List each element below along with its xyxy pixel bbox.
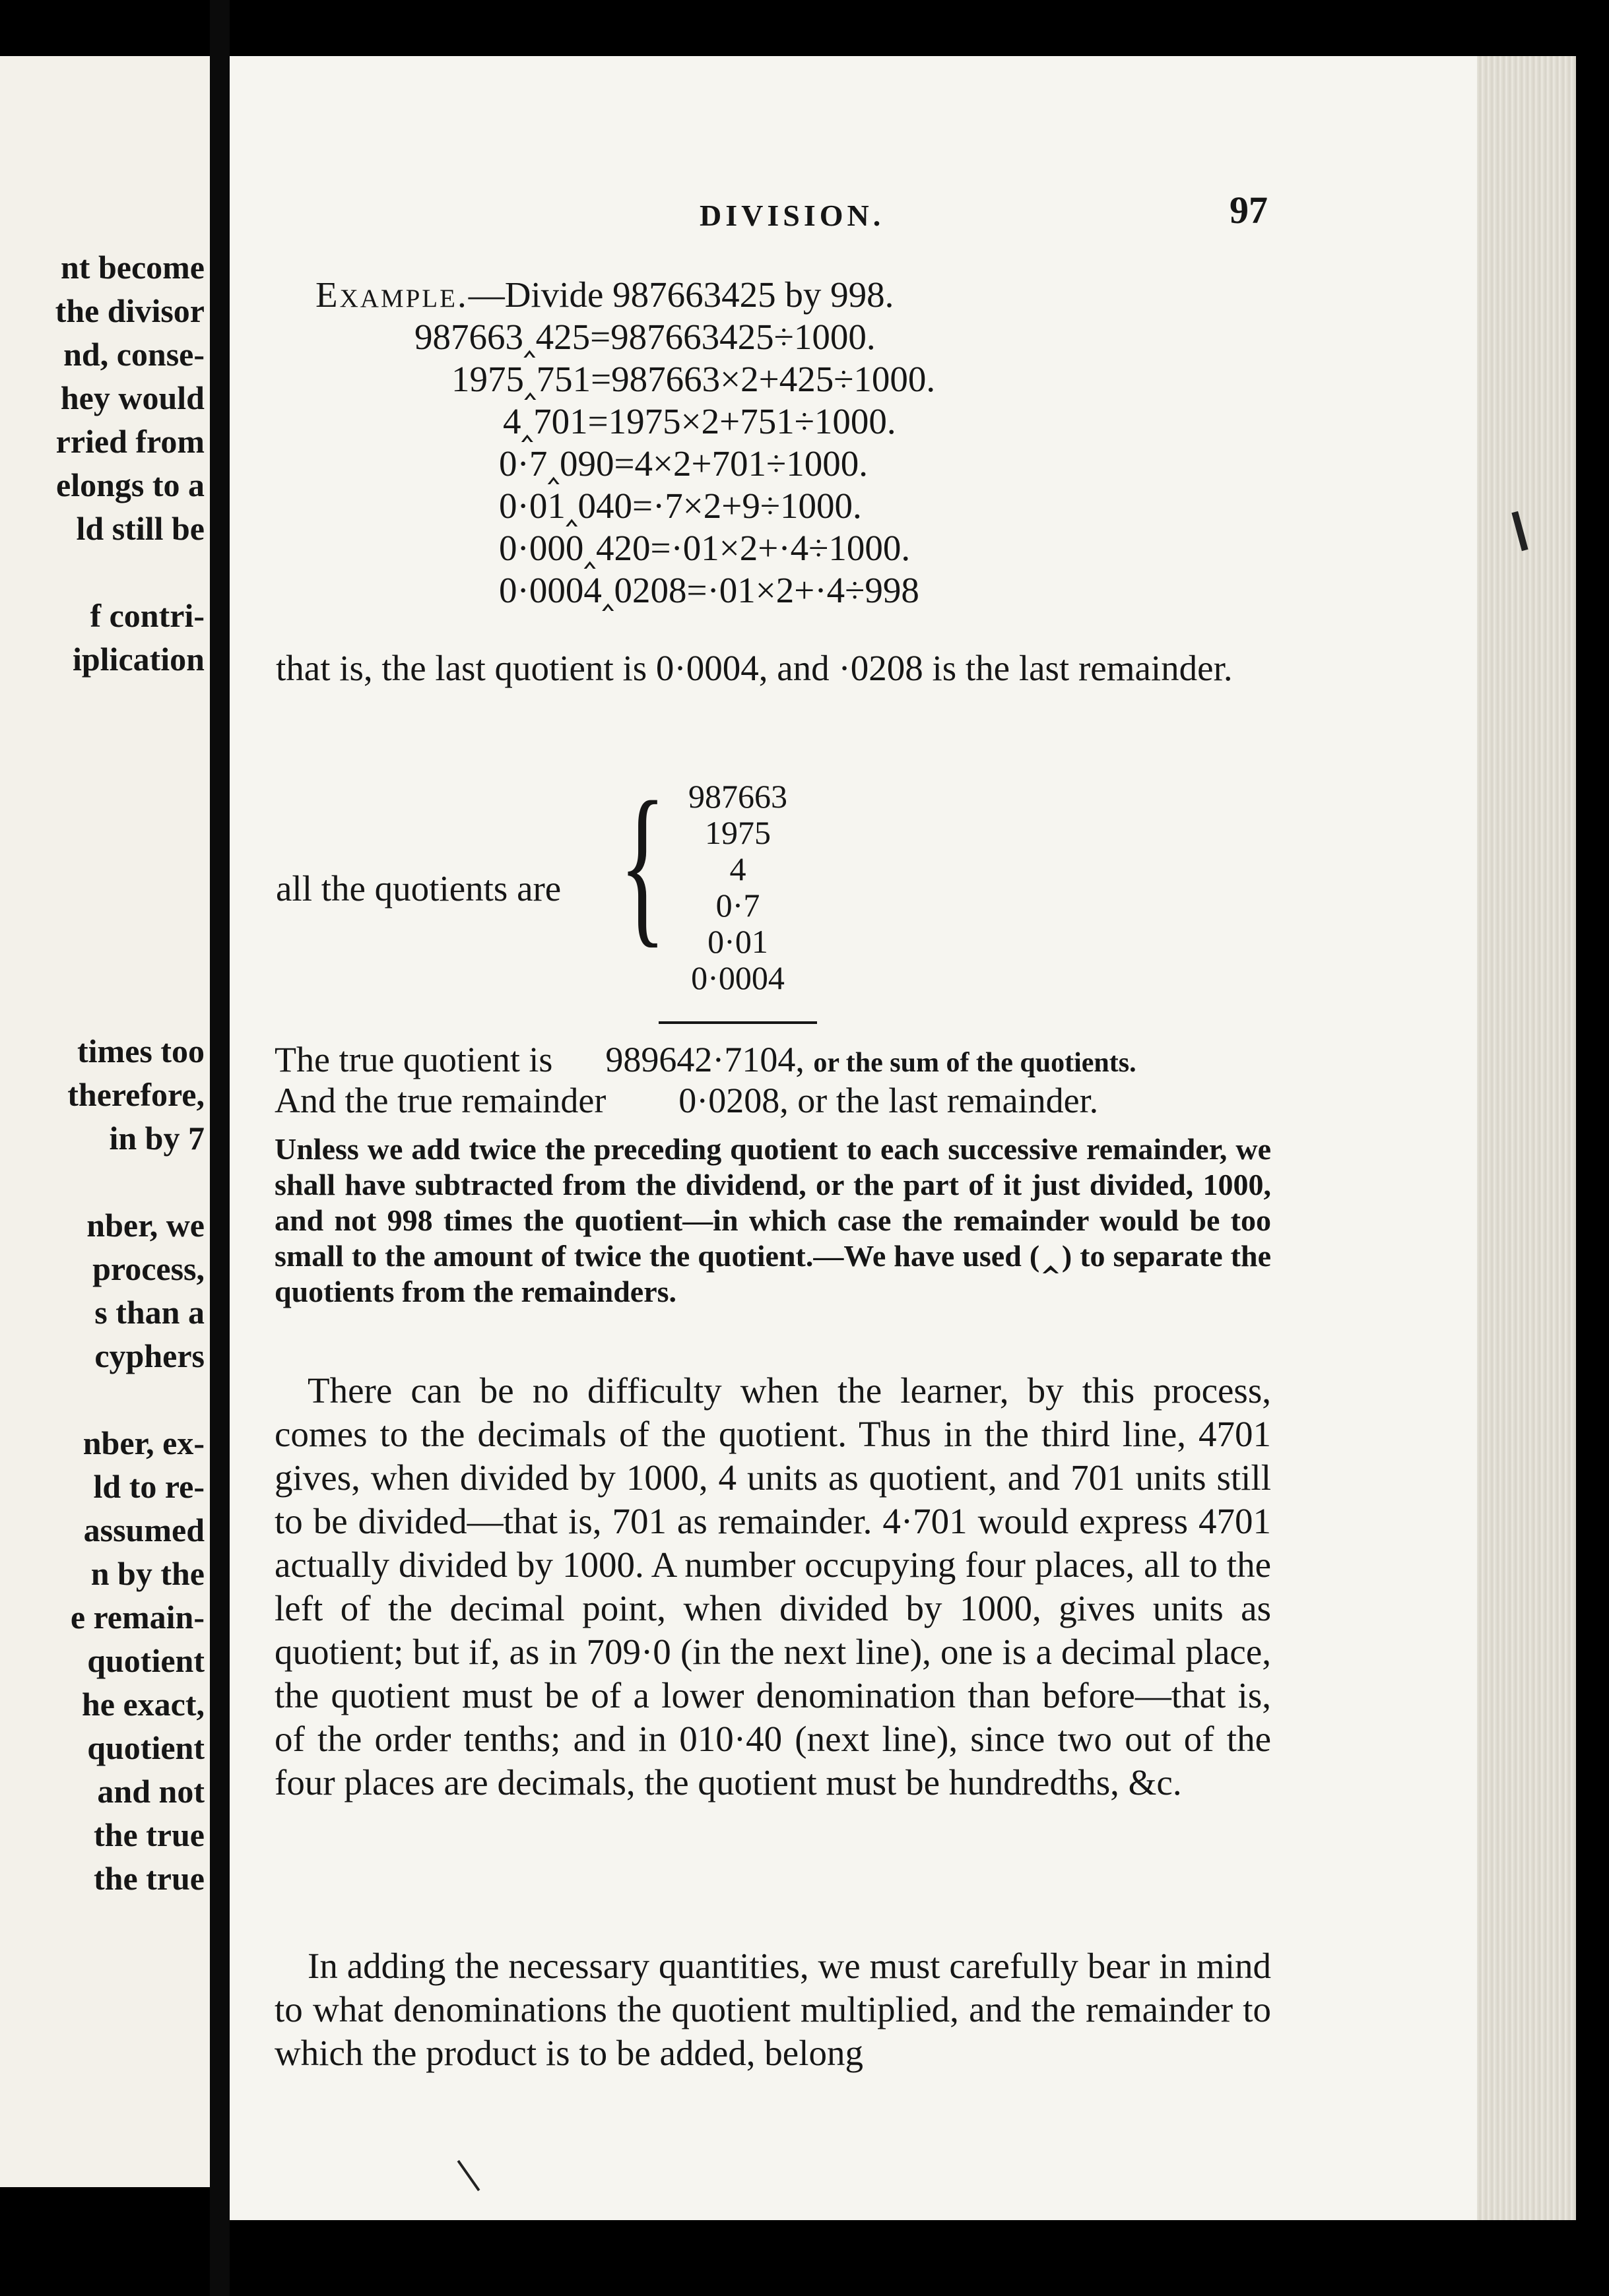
example-heading [315,274,894,316]
left-page-text-line: therefore, [67,1076,205,1113]
ink-mark [457,2160,480,2191]
left-page-text-line: he exact, [81,1686,205,1723]
left-page-text-line: quotient [87,1642,205,1679]
example-step: 0·7‸090=4×2+701÷1000. [499,443,868,484]
left-page-text-line: ld still be [76,510,205,547]
left-page-text-line: n by the [90,1555,205,1592]
left-page-text-line: hey would [60,379,205,416]
left-page-text-line: process, [92,1250,205,1287]
example-step: 0·01‸040=·7×2+9÷1000. [499,486,862,526]
example-step: 1975‸751=987663×2+425÷1000. [451,359,936,399]
left-page-text-line: assumed [83,1512,205,1548]
example-step: 0·0004‸0208=·01×2+·4÷998 [499,570,919,610]
quotient-value: 0·0004 [691,959,785,996]
left-page-text-line: f contri- [90,597,205,634]
page-edges [1477,56,1576,2220]
left-page-text-line: times too [77,1033,205,1069]
left-page-text-line: nd, conse- [63,336,205,373]
left-page-text-line: the true [94,1816,205,1853]
left-page-text-line: s than a [94,1294,205,1331]
example-label: Example. [315,274,469,315]
left-page-text-line: the divisor [55,292,205,329]
quotients-label: all the quotients are [276,868,562,909]
left-page-text-line: in by 7 [109,1120,205,1157]
left-page-text-line: and not [97,1773,205,1810]
left-page-text-line: iplication [72,641,205,678]
facing-page [0,56,210,2187]
true-quotient-line [275,1039,1136,1080]
true-quotient-note: or the sum of the quotients. [813,1048,1136,1078]
left-page-text-line: rried from [55,423,205,460]
true-remainder-value: 0·0208, [678,1081,789,1120]
left-page-text-line: elongs to a [56,466,205,503]
example-conclusion: that is, the last quotient is 0·0004, and ·0208 is the last remainder. [276,648,1233,688]
body-paragraph: There can be no difficulty when the learner, by this process, comes to the decimals of the quotient. Thus in the third line, 4701 gives, when divided by 1000, 4 units as quotient, and 701 units still to be divided—that is, 701 as remainder. 4·701 would express 4701 actually divided by 1000. A number occupying four places, all to the left of the decimal point, when divided by 1000, gives units as quotient; but if, as in 709·0 (in the next line), one is a decimal place, the quotient must be of a lower denomination than before—that is, of the order tenths; and in 010·40 (next line), since two out of the four places are decimals, the quotient must be hundredths, &c. [275,1370,1271,1802]
quotient-value: 1975 [705,814,771,851]
left-page-text-line: e remain- [70,1599,205,1636]
left-page-text-line: cyphers [94,1337,205,1374]
true-quotient-value: 989642·7104, [605,1040,804,1079]
quotient-value: 987663 [688,778,787,815]
true-quotient-label: The true quotient is [275,1040,553,1079]
explanatory-note: Unless we add twice the preceding quotient to each successive remainder, we shall have subtracted from the dividend, or the part of it just divided, 1000, and not 998 times the quotient—in which case the remainder would be too small to the amount of twice the quotient.—We have used (‸) to separate the quotients from the remainders. [275,1132,1271,1308]
left-page-text-line: nber, ex- [82,1424,205,1461]
left-page-text-line: ld to re- [93,1468,205,1505]
book-gutter [210,0,230,2296]
quotient-list [639,779,837,996]
left-page-text-line: quotient [87,1729,205,1766]
true-remainder-note: or the last remainder. [797,1081,1099,1120]
example-step: 0·000‸420=·01×2+·4÷1000. [499,528,911,568]
true-remainder-label: And the true remainder [275,1081,607,1120]
sum-rule [659,1021,817,1024]
example-heading-text: —Divide 987663425 by 998. [468,274,894,315]
left-brace: { [619,765,667,963]
left-page-text-line: nber, we [86,1207,205,1244]
left-page-text-line: nt become [61,249,205,286]
quotient-value: 0·01 [707,923,768,960]
example-step: 987663‸425=987663425÷1000. [414,317,876,357]
book-page [230,56,1576,2220]
left-page-text-line: the true [94,1860,205,1897]
running-head: DIVISION. [700,199,885,232]
body-paragraph: In adding the necessary quantities, we must carefully bear in mind to what denominations the quotient multiplied, and the remainder to which the product is to be added, belong [275,1946,1271,2073]
page-number: 97 [1230,189,1268,232]
example-step: 4‸701=1975×2+751÷1000. [503,401,896,441]
quotient-value: 0·7 [715,887,760,924]
true-remainder-line [275,1080,1098,1121]
quotient-value: 4 [729,850,746,887]
